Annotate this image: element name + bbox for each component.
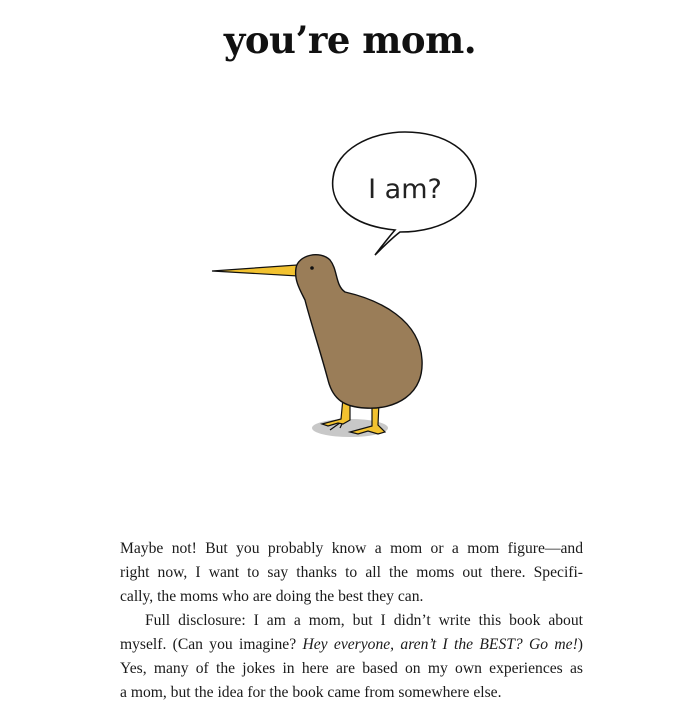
eye	[310, 266, 314, 270]
text-line	[120, 633, 583, 657]
text-line: cally, the moms who are doing the best they can.	[120, 588, 424, 605]
text-line: Yes, many of the jokes in here are based on my own experiences as	[120, 660, 583, 677]
text-segment: myself. (Can you imagine?	[120, 636, 303, 653]
text-segment: )	[577, 636, 583, 653]
speech-bubble	[333, 132, 476, 255]
text-line: Full disclosure: I am a mom, but I didn’t write this book about	[145, 612, 583, 629]
text-line: a mom, but the idea for the book came from somewhere else.	[120, 684, 502, 701]
text-line: right now, I want to say thanks to all the moms out there. Specifi-	[120, 564, 583, 581]
speech-bubble-text: I am?	[368, 174, 442, 205]
body-text	[120, 537, 583, 705]
kiwi-bird	[212, 255, 422, 437]
page-title: you’re mom.	[223, 18, 477, 62]
italic-text: Hey everyone, aren’t I the BEST? Go me!	[302, 636, 578, 653]
text-line: Maybe not! But you probably know a mom or a mom figure—and	[120, 540, 583, 557]
